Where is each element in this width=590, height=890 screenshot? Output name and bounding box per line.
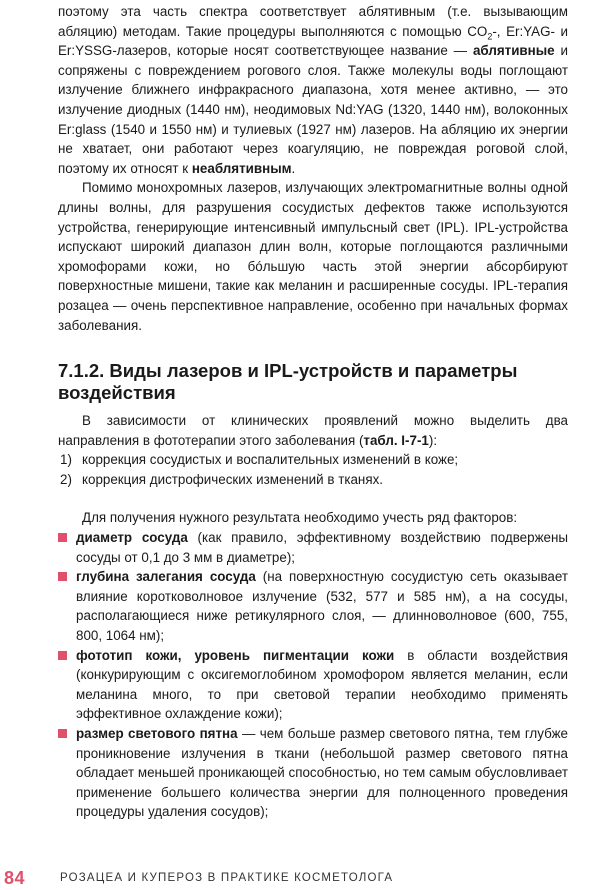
term-ablative: аблятивные <box>472 43 555 59</box>
term-nonablative: неаблятивным <box>191 160 292 176</box>
table-reference: табл. I-7-1 <box>363 432 429 448</box>
list-item: глубина залегания сосуда (на поверхностную сосудистую сеть оказывает влияние коротковолновое излучение (532, 577 и 585 нм), а на сосуды, располагающиеся ниже ретикулярного слоя, — длинноволновое (600, 755, 800, 1064 нм); <box>58 567 568 645</box>
list-item: 1) коррекция сосудистых и воспалительных изменений в коже; <box>60 452 459 468</box>
section-title: 7.1.2. Виды лазеров и IPL-устройств и параметры воздействия <box>58 360 518 403</box>
directions-list <box>58 450 568 489</box>
square-bullet-icon <box>58 533 67 542</box>
factors-list <box>58 528 568 822</box>
page-number: 84 <box>4 868 26 888</box>
body-text <box>58 2 568 335</box>
list-item: фототип кожи, уровень пигментации кожи в области воздействия (конкурирующим с оксигемоглобином хромофором является меланин, если меланина много, то при световой терапии необходимо применять эффективное охлаждение кожи); <box>58 646 568 724</box>
paragraph-factors-intro: Для получения нужного результата необходимо учесть ряд факторов: <box>82 510 518 526</box>
section-heading <box>58 360 528 404</box>
list-item: диаметр сосуда (как правило, эффективному воздействию подвержены сосуды от 0,1 до 3 мм в диаметре); <box>58 528 568 567</box>
paragraph-directions: В зависимости от клинических проявлений можно выделить два направления в фототерапии этого заболевания (табл. I-7-1): <box>58 413 568 448</box>
list-item: размер светового пятна — чем больше размер светового пятна, тем глубже проникновение излучения в ткани (небольшой размер светового пятна обладает меньшей проникающей способностью, но тем самым обусловливает применение большего количества энергии для полноценного проведения процедуры удаления сосудов); <box>58 724 568 822</box>
square-bullet-icon <box>58 651 67 660</box>
section-body <box>58 411 568 822</box>
page-footer <box>0 868 590 890</box>
running-title: РОЗАЦЕА И КУПЕРОЗ В ПРАКТИКЕ КОСМЕТОЛОГА <box>60 872 394 884</box>
square-bullet-icon <box>58 729 67 738</box>
paragraph-ipl: Помимо монохромных лазеров, излучающих электромагнитные волны одной длины волны, для разрушения сосудистых дефектов также используются устройства, генерирующие интенсивный импульсный свет (IPL). IPL-устройства испускают широкий диапазон длин волн, которые поглощаются различными хромофорами кожи, но бóльшую часть этой энергии абсорбируют поверхностные мишени, такие как меланин и расширенные сосуды. IPL-терапия розацеа — очень перспективное направление, особенно при начальных формах заболевания. <box>58 180 568 333</box>
square-bullet-icon <box>58 572 67 581</box>
paragraph-ablative: поэтому эта часть спектра соответствует аблятивным (т.е. вызывающим абляцию) методам. Такие процедуры выполняются с помощью $CO_2-$, Er:YAG- и Er:YSSG-лазеров, которые носят соответствующее название — аблятивные и сопряжены с повреждением рогового слоя. Также молекулы воды поглощают излучение ближнего инфракрасного диапазона, хотя менее активно, — это излучение диодных (1440 нм), неодимовых Nd:YAG (1320, 1440 нм), волоконных Er:glass (1540 и 1550 нм) и тулиевых (1927 нм) лазеров. На абляцию их энергии не хватает, они работают через коагуляцию, не повреждая роговой слой, поэтому их относят к неаблятивным. <box>58 4 568 176</box>
list-item: 2) коррекция дистрофических изменений в тканях. <box>60 471 383 487</box>
